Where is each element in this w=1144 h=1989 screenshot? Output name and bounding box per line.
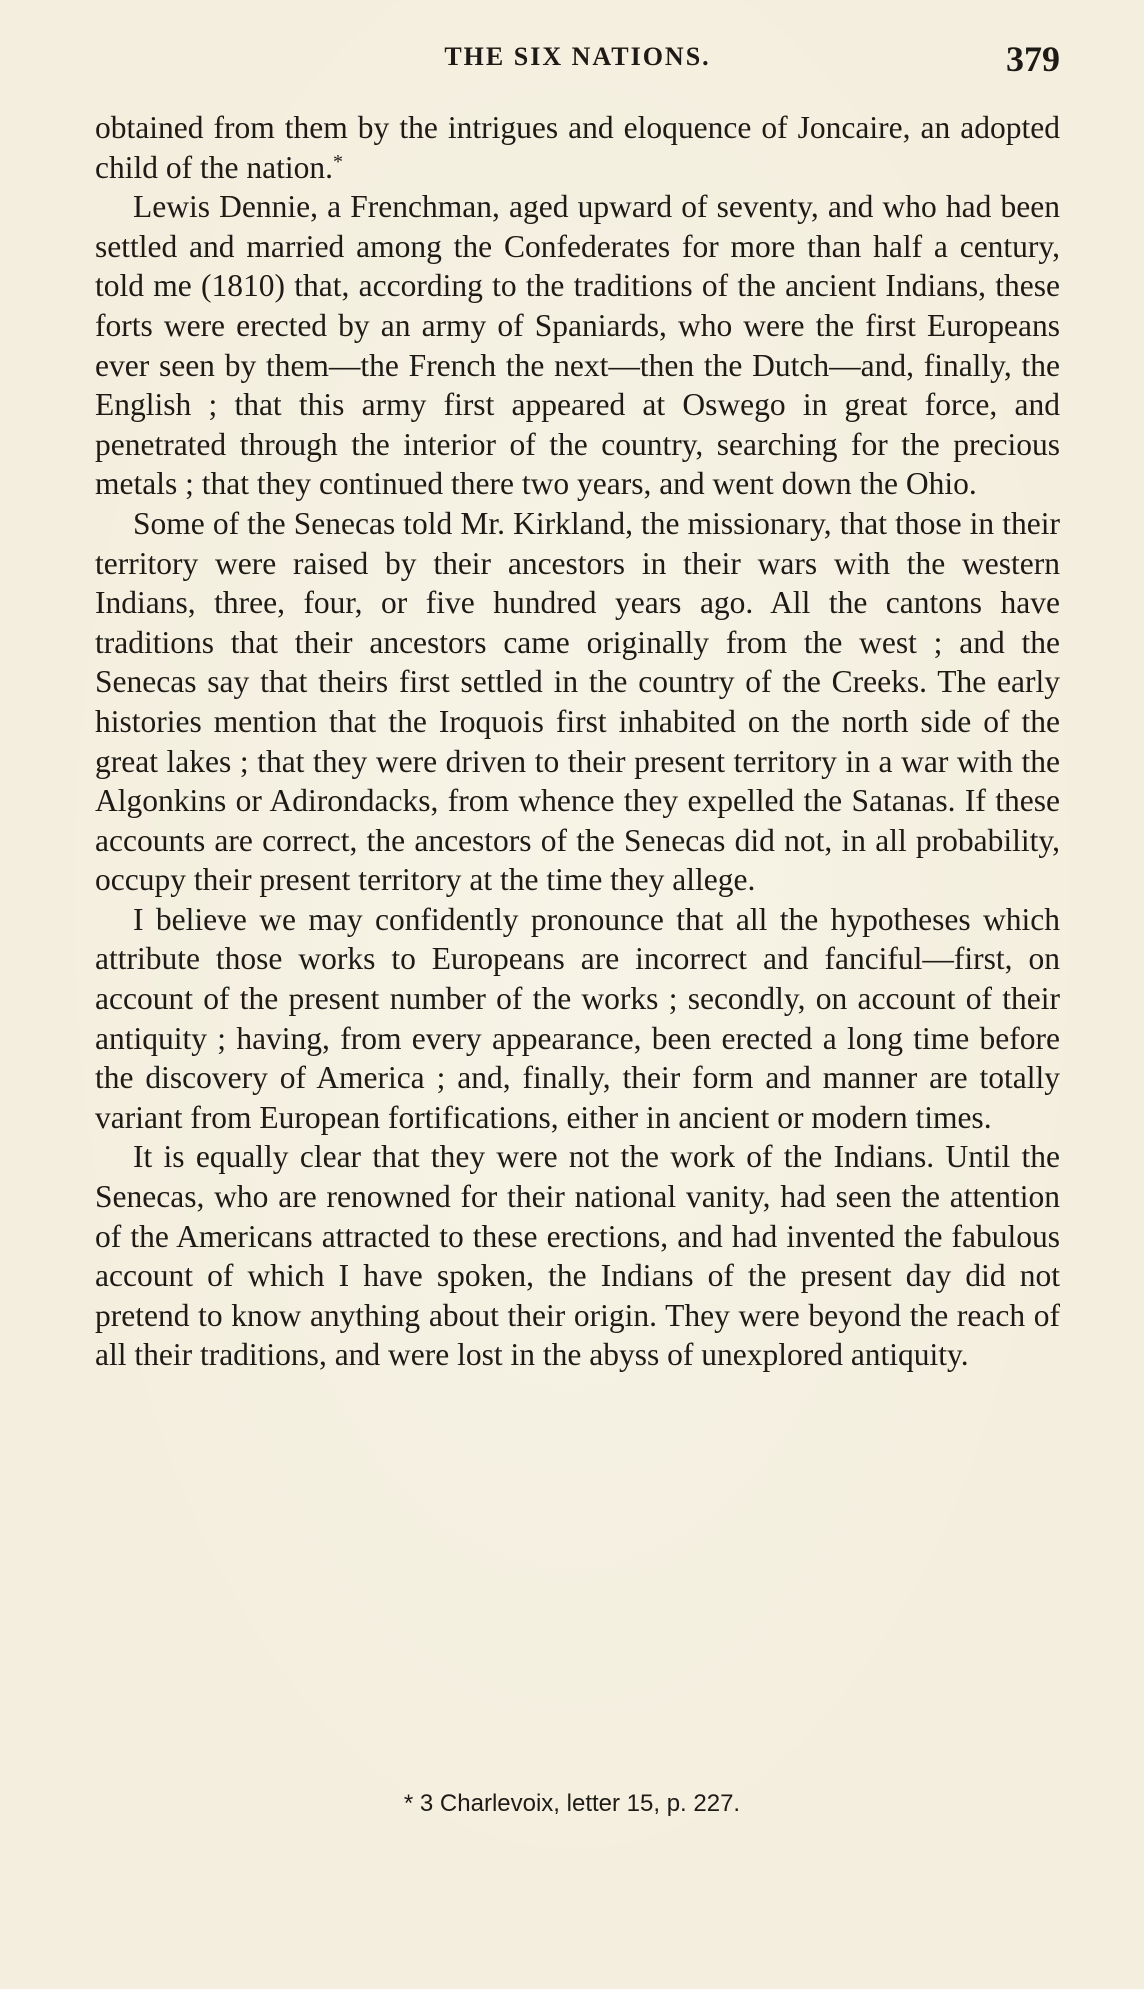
paragraph-5: It is equally clear that they were not the work of the Indians. Until the Senecas, who are renowned for their national vanity, had seen the attention of the Americans attracted to these erections, and had invented the fabulous account of which I have spoken, the Indians of the present day did not pretend to know anything about their origin. They were beyond the reach of all their traditions, and were lost in the abyss of unexplored antiquity.	[95, 1139, 1060, 1373]
paragraph-2: Lewis Dennie, a Frenchman, aged upward of seventy, and who had been settled and married among the Confederates for more than half a century, told me (1810) that, according to the traditions of the ancient Indians, these forts were erected by an army of Spaniards, who were the first Europeans ever seen by them—the French the next—then the Dutch—and, finally, the English ; that this army first appeared at Oswego in great force, and penetrated through the interior of the country, searching for the precious metals ; that they continued there two years, and went down the Ohio.	[95, 189, 1060, 502]
footnote-marker-ref: *	[332, 150, 343, 173]
paragraph-4: I believe we may confidently pronounce that all the hypotheses which attribute those works to Europeans are incorrect and fanciful—first, on account of the present number of the works ; secondly, on account of their antiquity ; having, from every appearance, been erected a long time before the discovery of America ; and, finally, their form and manner are totally variant from European fortifications, either in ancient or modern times.	[95, 901, 1060, 1135]
footnote-marker: *	[403, 1790, 414, 1817]
footnote-text: 3 Charlevoix, letter 15, p. 227.	[419, 1790, 741, 1817]
paragraph-3: Some of the Senecas told Mr. Kirkland, the missionary, that those in their territory were raised by their ancestors in their wars with the western Indians, three, four, or five hundred years ago. All the cantons have traditions that their ancestors came originally from the west ; and the Senecas say that theirs first settled in the country of the Creeks. The early histories mention that the Iroquois first inhabited on the north side of the great lakes ; that they were driven to their present territory in a war with the Algonkins or Adirondacks, from whence they expelled the Satanas. If these accounts are correct, the ancestors of the Senecas did not, in all probability, occupy their present territory at the time they allege.	[95, 505, 1060, 898]
running-head	[95, 38, 1060, 78]
paragraph-1	[95, 108, 1060, 187]
body-text	[95, 108, 1060, 1375]
paragraph-1-text: obtained from them by the intrigues and eloquence of Joncaire, an adopted child of the nation.	[95, 110, 1060, 185]
running-title: THE SIX NATIONS.	[444, 42, 711, 71]
footnote	[0, 1790, 1144, 1818]
page-number: 379	[1006, 39, 1060, 79]
